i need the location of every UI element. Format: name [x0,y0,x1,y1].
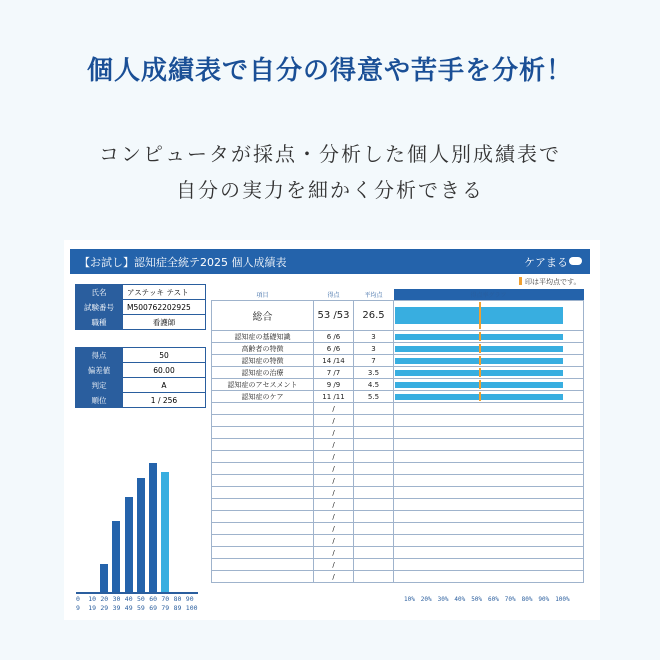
histogram-bin-start: 60 [149,595,158,603]
item-label [212,499,314,511]
average-marker [479,356,481,365]
info-value: 60.00 [123,363,206,378]
item-label [212,403,314,415]
item-label [212,547,314,559]
item-score: / [314,463,354,475]
item-average [354,547,394,559]
total-score-row [212,301,584,331]
avg-legend-text: 印は平均点です。 [525,278,581,286]
score-distribution-histogram [76,440,212,612]
percent-tick: 20% [420,596,432,603]
item-average: 3.5 [354,367,394,379]
item-rate-graph [394,343,584,355]
item-rate-graph [394,523,584,535]
item-rate-graph [394,367,584,379]
result-summary-table [75,347,206,408]
item-average [354,523,394,535]
info-value: 50 [123,348,206,363]
item-average [354,463,394,475]
info-label: 判定 [76,378,123,393]
report-title-bar [70,249,590,274]
empty-score-row [212,571,584,583]
item-label: 高齢者の特徴 [212,343,314,355]
brand-logo-badge [569,257,582,265]
item-score: / [314,511,354,523]
category-score-row [212,379,584,391]
info-label: 試験番号 [76,300,123,315]
item-score: / [314,439,354,451]
empty-score-row [212,559,584,571]
info-value: 1 / 256 [123,393,206,408]
histogram-bin-end: 69 [149,604,158,612]
item-label [212,511,314,523]
percent-tick: 80% [521,596,533,603]
item-label [212,427,314,439]
histogram-bin-start: 20 [100,595,109,603]
info-label: 順位 [76,393,123,408]
item-label [212,451,314,463]
item-label: 認知症の治療 [212,367,314,379]
histogram-bin-end: 19 [88,604,97,612]
item-score: 53 /53 [314,301,354,331]
percent-tick: 100% [555,596,570,603]
item-average: 26.5 [354,301,394,331]
histogram-bin-end: 59 [137,604,145,612]
item-score: / [314,559,354,571]
histogram-bar [149,463,157,592]
histogram-bin-start: 70 [161,595,170,603]
item-rate-graph [394,559,584,571]
score-breakdown-table [211,289,584,583]
histogram-bar [112,521,120,592]
promo-subline-2: 自分の実力を細かく分析できる [176,178,484,202]
info-row [76,285,206,300]
histogram-bin-start: 0 [76,595,80,603]
histogram-bar [125,497,133,592]
percent-tick: 60% [488,596,499,603]
percent-tick: 40% [454,596,466,603]
info-label: 偏差値 [76,363,123,378]
histogram-bin-start: 90 [185,595,194,603]
empty-score-row [212,415,584,427]
item-rate-graph [394,451,584,463]
report-sheet [64,240,600,620]
item-score: / [314,499,354,511]
histogram-bin-start: 50 [137,595,145,603]
empty-score-row [212,427,584,439]
item-label [212,415,314,427]
item-label [212,571,314,583]
item-score: / [314,475,354,487]
item-label: 認知症の基礎知識 [212,331,314,343]
info-row [76,348,206,363]
item-rate-graph [394,301,584,331]
category-score-row [212,331,584,343]
item-score: 14 /14 [314,355,354,367]
column-header: 項目 [256,292,269,299]
item-label [212,523,314,535]
item-average: 3 [354,343,394,355]
item-score: / [314,415,354,427]
histogram-bin-start: 30 [112,595,121,603]
info-row [76,300,206,315]
item-rate-graph [394,415,584,427]
info-value: 看護師 [123,315,206,330]
histogram-bin-start: 10 [88,595,97,603]
item-label [212,487,314,499]
item-label [212,463,314,475]
info-row [76,315,206,330]
item-average [354,487,394,499]
item-score: 9 /9 [314,379,354,391]
score-table-header [212,289,584,301]
empty-score-row [212,439,584,451]
item-label [212,475,314,487]
item-label: 認知症の特徴 [212,355,314,367]
item-rate-graph [394,547,584,559]
promo-headline: 個人成績表で自分の得意や苦手を分析！ [86,56,573,86]
histogram-bin-end: 100 [185,604,198,612]
percent-tick: 10% [404,596,415,603]
percent-tick: 70% [504,596,516,603]
item-rate-graph [394,499,584,511]
item-score: 6 /6 [314,343,354,355]
info-label: 得点 [76,348,123,363]
item-score: / [314,427,354,439]
item-score: / [314,571,354,583]
category-score-row [212,391,584,403]
item-score: 6 /6 [314,331,354,343]
average-marker [479,302,481,329]
brand-logo: ケアまる [524,256,568,269]
item-rate-graph [394,331,584,343]
item-average [354,559,394,571]
info-value: A [123,378,206,393]
info-label: 職種 [76,315,123,330]
item-label [212,439,314,451]
column-header: 平均点 [364,292,383,299]
item-label [212,559,314,571]
info-row [76,378,206,393]
average-marker [479,380,481,389]
average-marker [479,392,481,401]
item-average [354,403,394,415]
item-score: / [314,547,354,559]
item-average: 4.5 [354,379,394,391]
column-header: 得点 [327,292,340,299]
histogram-axis [76,592,198,594]
percent-tick: 50% [471,596,483,603]
item-average [354,499,394,511]
item-average [354,451,394,463]
item-rate-graph [394,535,584,547]
promo-subline-1: コンピュータが採点・分析した個人別成績表で [99,142,561,166]
average-marker [479,368,481,377]
histogram-bin-start: 40 [124,595,133,603]
item-label: 総合 [212,301,314,331]
empty-score-row [212,475,584,487]
info-value: アステッキ テスト [123,285,206,300]
info-row [76,393,206,408]
item-label [212,535,314,547]
item-average [354,535,394,547]
empty-score-row [212,487,584,499]
avg-marker-icon [519,277,522,285]
item-rate-graph [394,511,584,523]
item-rate-graph [394,355,584,367]
item-average: 5.5 [354,391,394,403]
empty-score-row [212,535,584,547]
empty-score-row [212,451,584,463]
item-rate-graph [394,463,584,475]
item-rate-graph [394,427,584,439]
average-marker [479,344,481,353]
item-rate-graph [394,475,584,487]
histogram-bin-end: 39 [112,604,121,612]
item-average [354,571,394,583]
item-score: / [314,451,354,463]
item-score: 7 /7 [314,367,354,379]
item-average: 7 [354,355,394,367]
item-average: 3 [354,331,394,343]
info-value: M500762202925 [123,300,206,315]
histogram-bin-end: 9 [76,604,80,612]
histogram-bin-end: 49 [124,604,133,612]
percent-tick: 90% [538,596,550,603]
item-rate-graph [394,439,584,451]
info-row [76,363,206,378]
item-score: / [314,523,354,535]
item-score: / [314,487,354,499]
histogram-bar [137,478,145,592]
histogram-bin-end: 79 [161,604,170,612]
item-rate-graph [394,571,584,583]
item-rate-graph [394,487,584,499]
item-average [354,415,394,427]
item-score: / [314,535,354,547]
report-title: 【お試し】認知症全統テ2025 個人成績表 [79,256,287,269]
item-score: / [314,403,354,415]
histogram-bin-end: 89 [173,604,182,612]
percent-tick: 30% [437,596,449,603]
histogram-bin-end: 29 [100,604,109,612]
empty-score-row [212,523,584,535]
item-average [354,511,394,523]
average-marker [479,332,481,341]
empty-score-row [212,547,584,559]
empty-score-row [212,403,584,415]
category-score-row [212,367,584,379]
avg-legend-note [519,277,580,287]
item-average [354,427,394,439]
graph-header: 得点率グラフ [394,289,584,301]
info-label: 氏名 [76,285,123,300]
item-average [354,439,394,451]
histogram-bar [161,472,169,592]
candidate-info-table [75,284,206,330]
item-label: 認知症のケア [212,391,314,403]
empty-score-row [212,463,584,475]
histogram-bin-start: 80 [173,595,182,603]
item-label: 認知症のアセスメント [212,379,314,391]
category-score-row [212,343,584,355]
item-rate-graph [394,379,584,391]
item-average [354,475,394,487]
item-rate-graph [394,391,584,403]
histogram-bar [100,564,108,592]
item-score: 11 /11 [314,391,354,403]
empty-score-row [212,499,584,511]
category-score-row [212,355,584,367]
item-rate-graph [394,403,584,415]
empty-score-row [212,511,584,523]
